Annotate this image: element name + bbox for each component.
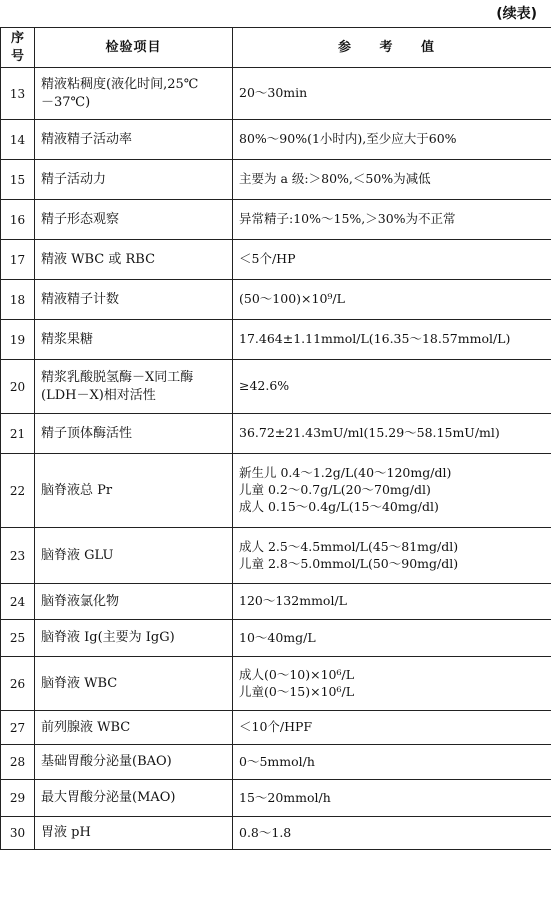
- reference-value-line: 成人 2.5～4.5mmol/L(45～81mg/dl): [239, 538, 459, 554]
- reference-value: [233, 160, 551, 200]
- row-number: 22: [1, 454, 35, 528]
- test-item: [35, 528, 233, 584]
- row-number: 18: [1, 280, 35, 320]
- reference-value: [233, 200, 551, 240]
- row-number: 15: [1, 160, 35, 200]
- header-ref: 参 考 值: [233, 28, 551, 68]
- table-row: [1, 240, 551, 280]
- table-row: [1, 414, 551, 454]
- reference-value-line: 36.72±21.43mU/ml(15.29～58.15mU/ml): [239, 425, 500, 441]
- test-item-line: 精浆果糖: [41, 331, 94, 347]
- table-row: [1, 320, 551, 360]
- reference-value: [233, 780, 551, 817]
- reference-value: [233, 711, 551, 745]
- test-item: [35, 160, 233, 200]
- reference-value-line: 成人 0.15～0.4g/L(15～40mg/dl): [239, 499, 439, 515]
- reference-value: [233, 360, 551, 414]
- row-number: 13: [1, 68, 35, 120]
- test-item-line: 脑脊液 GLU: [41, 547, 114, 563]
- test-item: [35, 200, 233, 240]
- reference-value-line: 17.464±1.11mmol/L(16.35～18.57mmol/L): [239, 331, 511, 347]
- reference-value-line: ＜5个/HP: [239, 251, 296, 267]
- row-number: 29: [1, 780, 35, 817]
- test-item: [35, 780, 233, 817]
- test-item-line: 脑脊液总 Pr: [41, 482, 113, 498]
- row-number: 26: [1, 657, 35, 711]
- reference-value: [233, 528, 551, 584]
- row-number: 23: [1, 528, 35, 584]
- reference-value-line: 儿童 0.2～0.7g/L(20～70mg/dl): [239, 482, 431, 498]
- reference-value-line: 新生儿 0.4～1.2g/L(40～120mg/dl): [239, 465, 452, 481]
- test-item-line: 精子形态观察: [41, 211, 120, 227]
- test-item: [35, 745, 233, 780]
- reference-value-line: 15～20mmol/h: [239, 789, 331, 805]
- table-header-row: [1, 28, 551, 68]
- reference-table: [0, 27, 551, 850]
- test-item-line: 精子顶体酶活性: [41, 425, 133, 441]
- row-number: 30: [1, 817, 35, 850]
- test-item-line: 最大胃酸分泌量(MAO): [41, 790, 176, 806]
- reference-value-line: 异常精子:10%～15%,＞30%为不正常: [239, 211, 456, 227]
- reference-value-line: 0～5mmol/h: [239, 753, 315, 769]
- row-number: 27: [1, 711, 35, 745]
- test-item-line: (LDH－X)相对活性: [41, 387, 156, 403]
- reference-value-line: 儿童(0～15)×10⁶/L: [239, 683, 355, 699]
- reference-value-line: 0.8～1.8: [239, 824, 292, 840]
- table-row: [1, 780, 551, 817]
- table-row: [1, 817, 551, 850]
- header-no: 序号: [1, 28, 35, 68]
- test-item-line: 精子活动力: [41, 171, 107, 187]
- test-item-line: －37℃): [41, 94, 91, 110]
- test-item-line: 基础胃酸分泌量(BAO): [41, 754, 172, 770]
- row-number: 19: [1, 320, 35, 360]
- test-item: [35, 280, 233, 320]
- header-item: 检验项目: [35, 28, 233, 68]
- table-row: [1, 584, 551, 620]
- reference-value: [233, 454, 551, 528]
- row-number: 14: [1, 120, 35, 160]
- reference-value: [233, 68, 551, 120]
- test-item: [35, 657, 233, 711]
- table-row: [1, 200, 551, 240]
- row-number: 24: [1, 584, 35, 620]
- reference-value: [233, 280, 551, 320]
- reference-value-line: ＜10个/HPF: [239, 719, 313, 735]
- test-item: [35, 414, 233, 454]
- reference-value-line: 成人(0～10)×10⁶/L: [239, 666, 355, 682]
- table-row: [1, 657, 551, 711]
- row-number: 17: [1, 240, 35, 280]
- table-row: [1, 280, 551, 320]
- reference-value-line: 10～40mg/L: [239, 629, 316, 645]
- test-item-line: 精液粘稠度(液化时间,25℃: [41, 77, 199, 93]
- reference-value: [233, 320, 551, 360]
- test-item: [35, 620, 233, 657]
- row-number: 20: [1, 360, 35, 414]
- reference-value-line: 20～30min: [239, 85, 308, 101]
- test-item-line: 精液 WBC 或 RBC: [41, 251, 156, 267]
- reference-value: [233, 745, 551, 780]
- row-number: 25: [1, 620, 35, 657]
- test-item: [35, 711, 233, 745]
- row-number: 28: [1, 745, 35, 780]
- test-item: [35, 68, 233, 120]
- table-row: [1, 620, 551, 657]
- test-item-line: 脑脊液氯化物: [41, 593, 120, 609]
- reference-value: [233, 657, 551, 711]
- reference-value-line: ≥42.6%: [239, 378, 290, 394]
- test-item-line: 精浆乳酸脱氢酶－X同工酶: [41, 370, 194, 386]
- reference-value-line: 主要为 a 级:＞80%,＜50%为减低: [239, 171, 431, 187]
- row-number: 16: [1, 200, 35, 240]
- test-item-line: 脑脊液 Ig(主要为 IgG): [41, 630, 175, 646]
- table-row: [1, 160, 551, 200]
- table-row: [1, 360, 551, 414]
- reference-value: [233, 817, 551, 850]
- test-item-line: 前列腺液 WBC: [41, 719, 131, 735]
- table-body: [1, 68, 551, 850]
- reference-value: [233, 620, 551, 657]
- table-row: [1, 711, 551, 745]
- test-item: [35, 584, 233, 620]
- reference-value-line: (50～100)×10⁹/L: [239, 291, 345, 307]
- reference-value: [233, 584, 551, 620]
- test-item-line: 精液精子活动率: [41, 131, 133, 147]
- row-number: 21: [1, 414, 35, 454]
- table-row: [1, 454, 551, 528]
- table-row: [1, 68, 551, 120]
- test-item-line: 脑脊液 WBC: [41, 675, 118, 691]
- test-item-line: 精液精子计数: [41, 291, 120, 307]
- reference-value-line: 80%～90%(1小时内),至少应大于60%: [239, 131, 457, 147]
- test-item: [35, 240, 233, 280]
- test-item: [35, 320, 233, 360]
- reference-value-line: 120～132mmol/L: [239, 593, 347, 609]
- continued-label: (续表): [496, 6, 537, 22]
- test-item: [35, 360, 233, 414]
- test-item: [35, 817, 233, 850]
- table-row: [1, 528, 551, 584]
- test-item: [35, 454, 233, 528]
- reference-value-line: 儿童 2.8～5.0mmol/L(50～90mg/dl): [239, 555, 459, 571]
- test-item-line: 胃液 pH: [41, 825, 91, 841]
- table-row: [1, 120, 551, 160]
- reference-value: [233, 120, 551, 160]
- table-row: [1, 745, 551, 780]
- test-item: [35, 120, 233, 160]
- reference-value: [233, 414, 551, 454]
- reference-value: [233, 240, 551, 280]
